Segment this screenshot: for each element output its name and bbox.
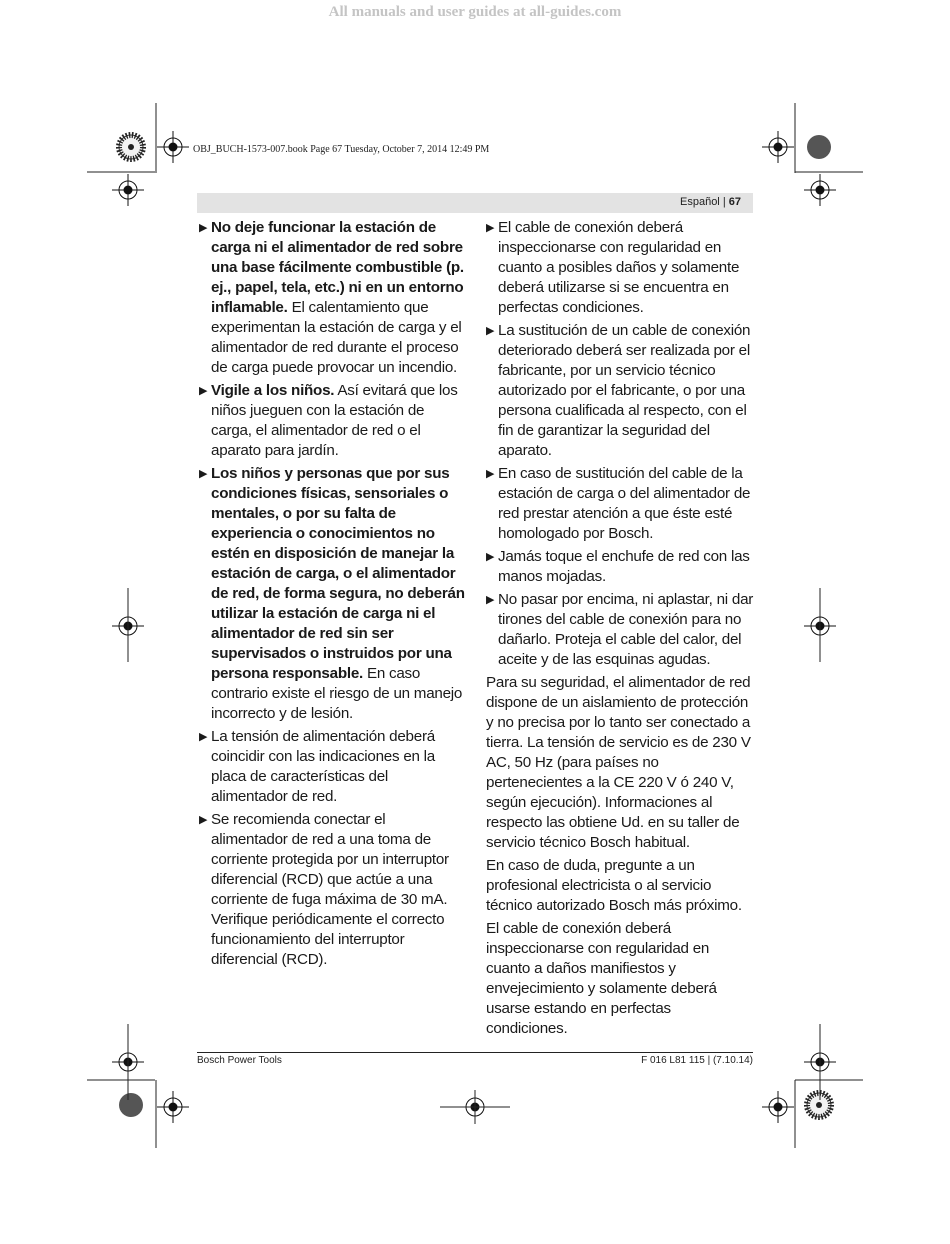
body-paragraph: En caso de duda, pregunte a un profesional electricista o al servicio técnico autorizado Bosch más próximo. <box>486 857 742 914</box>
safety-item-text: Se recomienda conectar el alimentador de red a una toma de corriente protegida por un interruptor diferencial (RCD) que actúe a una corriente de fuga máxima de 30 mA. Verifique periódicamente el correcto funcionamiento del interruptor diferencial (RCD). <box>211 811 449 968</box>
safety-item <box>199 381 465 461</box>
safety-item <box>486 590 754 670</box>
left-column <box>199 218 465 973</box>
bullet-arrow-icon: ▶ <box>486 222 495 234</box>
safety-item-text: La tensión de alimentación deberá coincidir con las indicaciones en la placa de características del alimentador de red. <box>211 728 436 805</box>
safety-item-text: La sustitución de un cable de conexión deteriorado deberá ser realizada por el fabricante, por un servicio técnico autorizado por el fabricante, o por una persona cualificada al respecto, con el fin de garantizar la seguridad del aparato. <box>498 322 751 459</box>
safety-item <box>199 727 465 807</box>
safety-item-text: En caso de sustitución del cable de la estación de carga o del alimentador de red prestar atención a que éste esté homologado por Bosch. <box>498 465 751 542</box>
safety-item-text: No pasar por encima, ni aplastar, ni dar tirones del cable de conexión para no dañarlo. Proteja el cable del calor, del aceite y de las esquinas agudas. <box>498 591 754 668</box>
safety-item-bold: No deje funcionar la estación de carga ni el alimentador de red sobre una base fácilmente combustible (p. ej., papel, tela, etc.) ni en un entorno inflamable. <box>211 219 464 316</box>
safety-item-text: En caso contrario existe el riesgo de un manejo incorrecto y de lesión. <box>211 665 463 722</box>
safety-item <box>199 464 465 724</box>
bullet-arrow-icon: ▶ <box>486 594 495 606</box>
footer-rule <box>197 1052 753 1053</box>
bullet-arrow-icon: ▶ <box>199 468 208 480</box>
page-header-bar <box>197 193 753 213</box>
safety-item <box>199 218 465 378</box>
bullet-arrow-icon: ▶ <box>199 222 208 234</box>
safety-item <box>486 321 754 461</box>
safety-item-bold: Vigile a los niños. <box>211 382 335 399</box>
page-header-text: Español | 67 <box>680 196 741 208</box>
safety-item-text: El calentamiento que experimentan la estación de carga y el alimentador de red durante el proceso de carga puede provocar un incendio. <box>211 299 462 376</box>
safety-item <box>486 547 754 587</box>
bullet-arrow-icon: ▶ <box>199 731 208 743</box>
footer-doc-number: F 016 L81 115 | (7.10.14) <box>641 1055 753 1066</box>
bullet-arrow-icon: ▶ <box>199 814 208 826</box>
safety-item-text: El cable de conexión deberá inspeccionarse con regularidad en cuanto a posibles daños y solamente deberá utilizarse si se encuentra en perfectas condiciones. <box>498 219 740 316</box>
footer-brand: Bosch Power Tools <box>197 1055 282 1066</box>
safety-item <box>199 810 465 970</box>
safety-item-bold: Los niños y personas que por sus condiciones físicas, sensoriales o mentales, o por su falta de experiencia o conocimientos no estén en disposición de manejar la estación de carga, o el alimentador de red, de forma segura, no deberán utilizar la estación de carga ni el alimentador de red sin ser supervisados o instruidos por una persona responsable. <box>211 465 465 682</box>
bullet-arrow-icon: ▶ <box>486 468 495 480</box>
bullet-arrow-icon: ▶ <box>199 385 208 397</box>
right-column <box>486 218 754 1042</box>
body-paragraph: Para su seguridad, el alimentador de red dispone de un aislamiento de protección y no precisa por lo tanto ser conectado a tierra. La tensión de servicio es de 230 V AC, 50 Hz (para países no pertenecientes a la CE 220 V ó 240 V, según ejecución). Informaciones al respecto las obtiene Ud. en su taller de servicio técnico Bosch habitual. <box>486 674 751 851</box>
book-info-line: OBJ_BUCH-1573-007.book Page 67 Tuesday, October 7, 2014 12:49 PM <box>193 144 490 155</box>
safety-item <box>486 218 754 318</box>
body-paragraph: El cable de conexión deberá inspeccionarse con regularidad en cuanto a daños manifiestos y envejecimiento y solamente deberá usarse estando en perfectas condiciones. <box>486 920 717 1037</box>
watermark: All manuals and user guides at all-guides.com <box>328 4 622 20</box>
page-number: 67 <box>728 196 741 208</box>
language-label: Español <box>680 196 720 208</box>
bullet-arrow-icon: ▶ <box>486 325 495 337</box>
safety-item <box>486 464 754 544</box>
safety-item-text: Jamás toque el enchufe de red con las manos mojadas. <box>498 548 750 585</box>
safety-item-text: Así evitará que los niños jueguen con la estación de carga, el alimentador de red o el aparato para jardín. <box>211 382 458 459</box>
bullet-arrow-icon: ▶ <box>486 551 495 563</box>
